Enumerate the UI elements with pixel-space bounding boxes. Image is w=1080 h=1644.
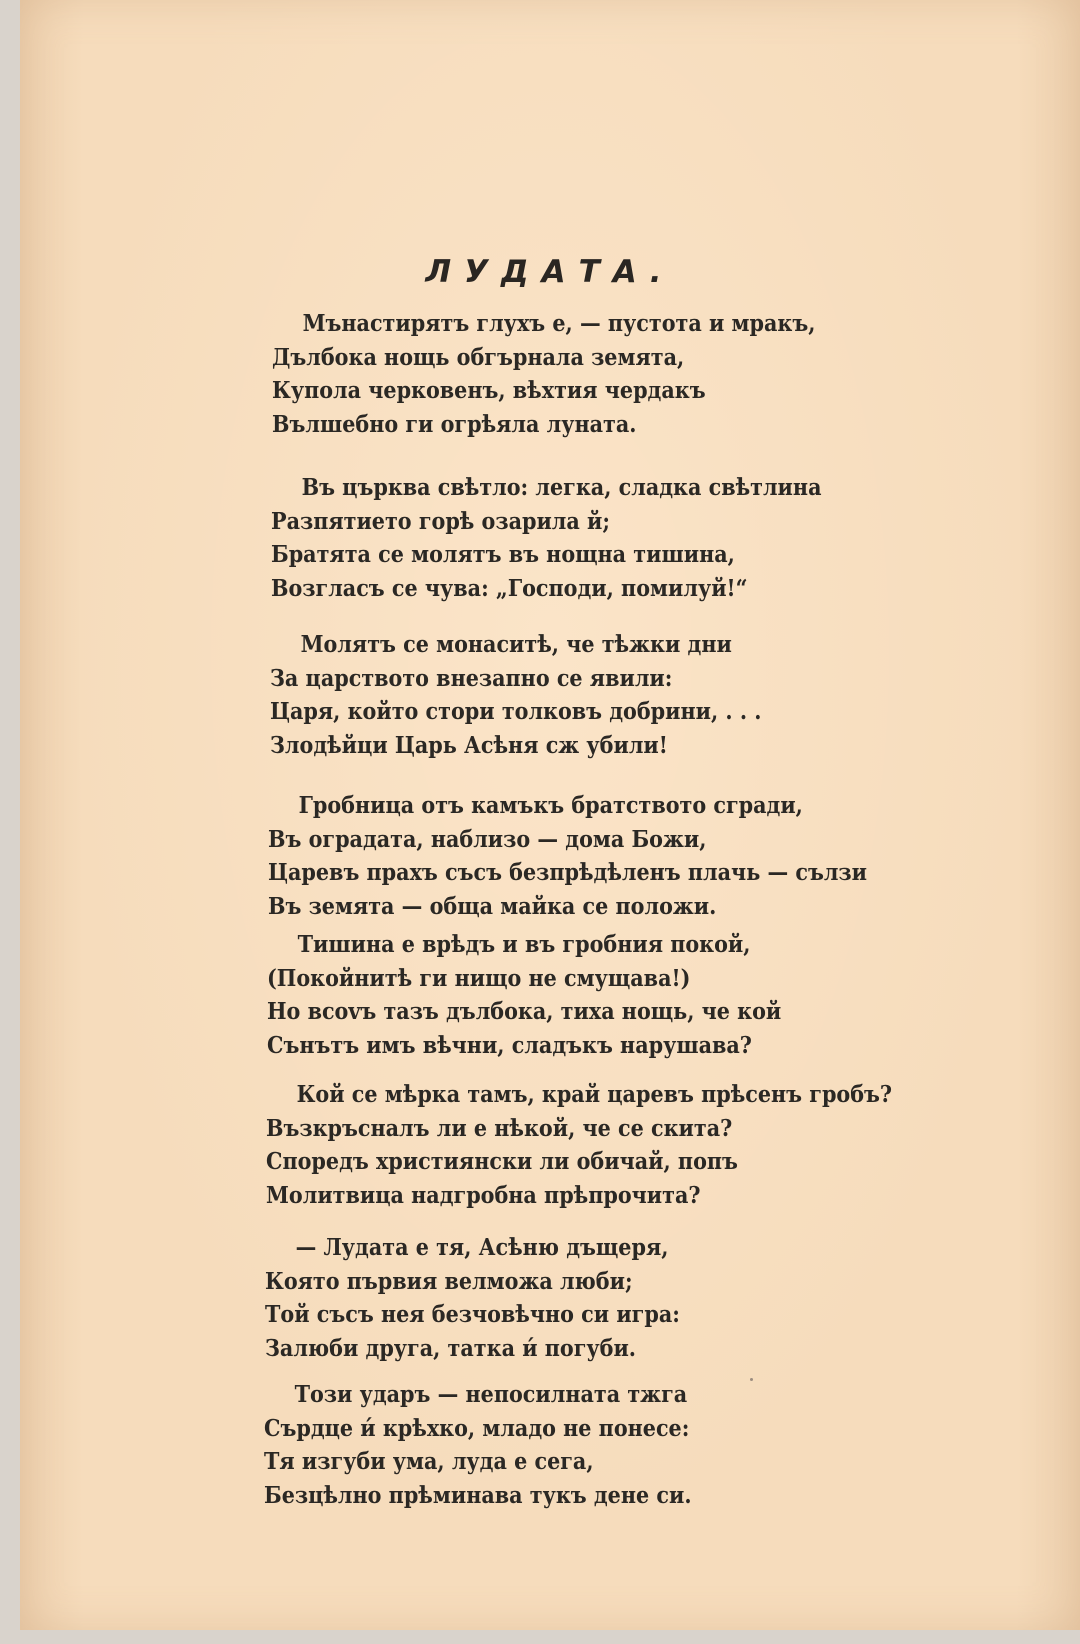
verse-line: Възкръсналъ ли е нѣкой, че се скита? — [266, 1114, 733, 1142]
verse-line: Молитвица надгробна прѣпрочита? — [266, 1181, 701, 1209]
verse-line: Сънътъ имъ вѣчни, сладъкъ нарушава? — [267, 1031, 752, 1059]
verse-line: Дълбока нощь обгърнала земята, — [272, 343, 685, 371]
poem-title: ЛУДАТА. — [425, 254, 675, 290]
verse-line: (Покойнитѣ ги нищо не смущава!) — [267, 964, 691, 992]
verse-line: Споредъ християнски ли обичай, попъ — [266, 1148, 738, 1175]
verse-line: Гробница отъ камъкъ братството сгради, — [298, 792, 803, 819]
stanza-1 — [20, 307, 1080, 441]
verse-line: Залюби друга, татка и́ погуби. — [265, 1334, 637, 1362]
stanza-2 — [20, 471, 1080, 605]
verse-line: Въ земята — обща майка се положи. — [268, 892, 717, 920]
verse-line: Царевъ прахъ съсъ безпрѣдѣленъ плачь — сълзи — [268, 859, 868, 886]
verse-line: Царя, който стори толковъ добрини, . . . — [270, 698, 762, 725]
verse-line: Въ църква свѣтло: легка, сладка свѣтлина — [301, 474, 822, 501]
stanza-8 — [20, 1378, 1080, 1512]
stanza-4 — [20, 789, 1080, 923]
verse-line: Въ оградата, наблизо — дома Божи, — [268, 825, 707, 853]
verse-line: Тя изгуби ума, луда е сега, — [264, 1448, 594, 1475]
verse-line: Возгласъ се чува: „Господи, помилуй!“ — [271, 574, 748, 602]
book-page — [20, 0, 1080, 1630]
verse-line: Купола черковенъ, вѣхтия чердакъ — [272, 377, 706, 404]
verse-line: Вълшебно ги огрѣяла луната. — [272, 410, 637, 438]
verse-line: Тишина е врѣдъ и въ гробния покой, — [297, 931, 751, 958]
verse-line: Безцѣлно прѣминава тукъ дене си. — [264, 1481, 692, 1509]
verse-line: За царството внезапно се явили: — [270, 664, 673, 692]
paper-speck — [750, 1378, 753, 1381]
verse-line: Мънастирятъ глухъ е, — пустота и мракъ, — [302, 310, 816, 337]
verse-line: Но вcovъ тазъ дълбока, тиха нощь, че кой — [267, 998, 782, 1025]
verse-line: Сърдце и́ крѣхко, младо не понесе: — [264, 1414, 690, 1442]
verse-line: Молятъ се монаситѣ, че тѣжки дни — [300, 631, 732, 658]
verse-line: Която първия велможа люби; — [265, 1267, 633, 1295]
verse-line: Братята се молятъ въ нощна тишина, — [271, 541, 735, 568]
stanza-5 — [20, 928, 1080, 1062]
verse-line: Злодѣйци Царь Асѣня сж убили! — [270, 731, 668, 759]
verse-line: — Лудата е тя, Асѣню дъщеря, — [295, 1234, 669, 1261]
stanza-7 — [20, 1231, 1080, 1365]
poem — [20, 0, 1080, 1630]
verse-line: Кой се мѣрка тамъ, край царевъ прѣсенъ гробъ? — [296, 1081, 893, 1108]
verse-line: Той съсъ нея безчовѣчно си игра: — [265, 1301, 680, 1328]
stanza-6 — [20, 1078, 1080, 1212]
verse-line: Разпятието горѣ озарила й; — [271, 507, 611, 535]
stanza-3 — [20, 628, 1080, 762]
verse-line: Този ударъ — непосилната тжга — [294, 1381, 688, 1408]
